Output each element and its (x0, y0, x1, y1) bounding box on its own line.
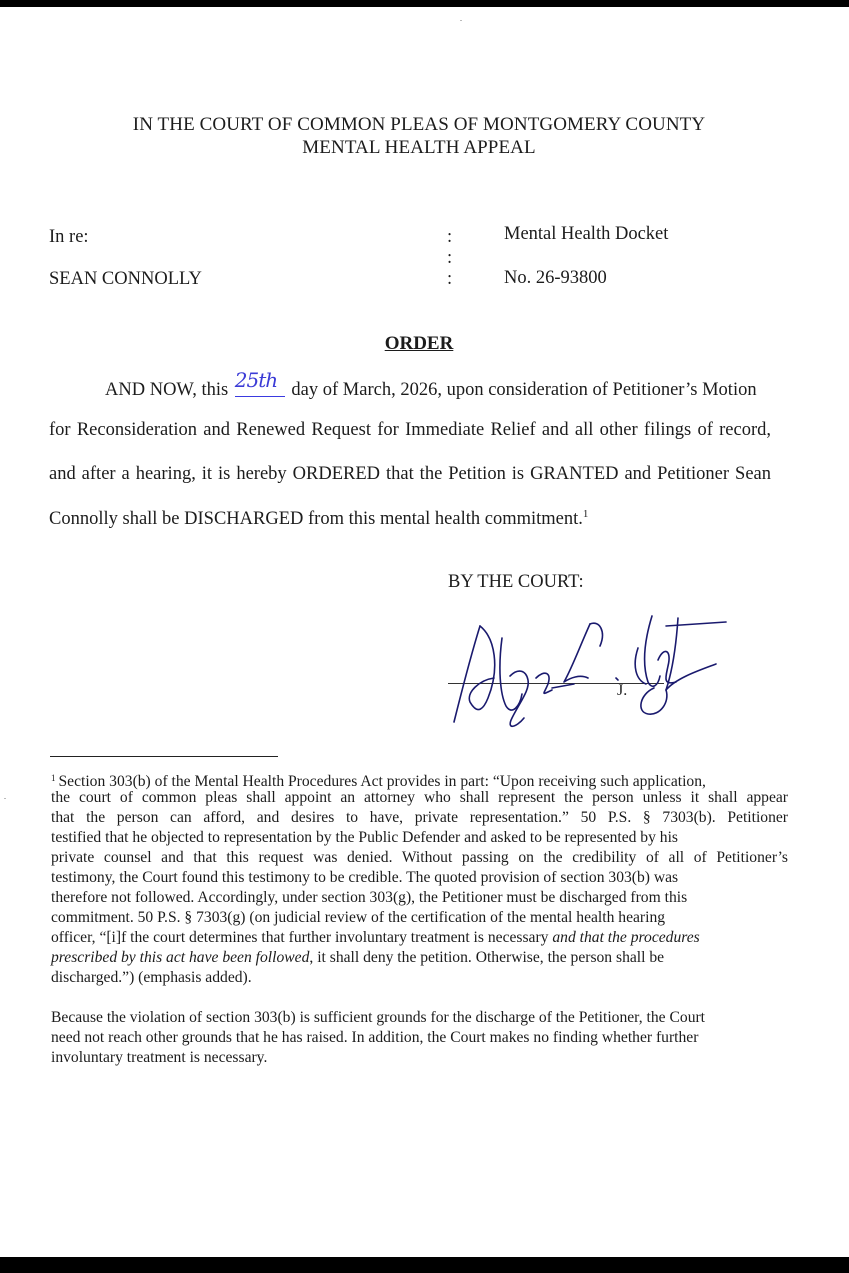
top-scan-border (0, 0, 849, 7)
judge-signature (440, 598, 740, 738)
footnote-line: therefore not followed. Accordingly, under section 303(g), the Petitioner must be discharged from this (51, 889, 688, 906)
caption-party-name: SEAN CONNOLLY (49, 269, 202, 289)
judge-suffix: J. (617, 682, 628, 699)
order-line-4-text: Connolly shall be DISCHARGED from this mental health commitment. (49, 509, 583, 529)
footnote-line: discharged.”) (emphasis added). (51, 969, 252, 986)
caption-colon: : (447, 269, 453, 289)
footnote-paragraph-line: need not reach other grounds that he has raised. In addition, the Court makes no finding whether further (51, 1029, 699, 1046)
footnote-marker: 1 (51, 773, 56, 783)
order-line-1-end: day of March, 2026, upon consideration of Petitioner’s Motion (286, 380, 757, 400)
docket-number: No. 26-93800 (504, 268, 607, 288)
footnote-line: testimony, the Court found this testimony to be credible. The quoted provision of section 303(b) was (51, 869, 679, 886)
scan-speck (4, 798, 6, 799)
footnote-paragraph-line: Because the violation of section 303(b) is sufficient grounds for the discharge of the Petitioner, the Court (51, 1009, 706, 1026)
footnote-line: testified that he objected to representation by the Public Defender and asked to be represented by his (51, 829, 679, 846)
caption-colon: : (447, 227, 453, 247)
footnote-line: private counsel and that this request was denied. Without passing on the credibility of all of Petitioner’s (51, 849, 788, 866)
bottom-scan-border (0, 1257, 849, 1273)
scan-speck (460, 20, 462, 21)
order-line-1-start: AND NOW, this (105, 380, 233, 400)
footnote-line (51, 928, 788, 948)
order-line-2: for Reconsideration and Renewed Request for Immediate Relief and all other filings of record, (49, 420, 771, 440)
footnote-emphasis: and that the procedures (552, 929, 700, 946)
footnote-line: the court of common pleas shall appoint an attorney who shall represent the person unless it shall appear (51, 789, 788, 806)
caption-in-re: In re: (49, 227, 89, 247)
footnote-line-text: , it shall deny the petition. Otherwise, the person shall be (309, 949, 665, 966)
footnote-line: that the person can afford, and desires to have, private representation.” 50 P.S. § 7303(b). Petitioner (51, 809, 788, 826)
order-line-4 (49, 508, 588, 530)
order-line-3: and after a hearing, it is hereby ORDERED that the Petition is GRANTED and Petitioner Sean (49, 464, 771, 484)
footnote-line-text: officer, “[i]f the court determines that further involuntary treatment is necessary (51, 929, 553, 946)
footnote-line (51, 948, 788, 968)
footnote-paragraph-line: involuntary treatment is necessary. (51, 1049, 268, 1066)
handwritten-day: 25th (234, 368, 278, 392)
order-line-1 (105, 368, 757, 401)
handwritten-day-blank (234, 368, 285, 397)
order-title: ORDER (384, 333, 454, 354)
footnote-reference: 1 (582, 508, 589, 520)
court-subheading: MENTAL HEALTH APPEAL (302, 137, 536, 158)
footnote-line-text: Section 303(b) of the Mental Health Procedures Act provides in part: “Upon receiving such application, (58, 773, 706, 790)
footnote-emphasis: prescribed by this act have been followed (51, 949, 310, 966)
footnote-divider (50, 756, 278, 757)
by-the-court: BY THE COURT: (448, 572, 584, 592)
court-heading: IN THE COURT OF COMMON PLEAS OF MONTGOMERY COUNTY (132, 114, 706, 135)
docket-label: Mental Health Docket (504, 224, 669, 244)
caption-colon: : (447, 248, 453, 268)
footnote-line: commitment. 50 P.S. § 7303(g) (on judicial review of the certification of the mental health hearing (51, 909, 666, 926)
